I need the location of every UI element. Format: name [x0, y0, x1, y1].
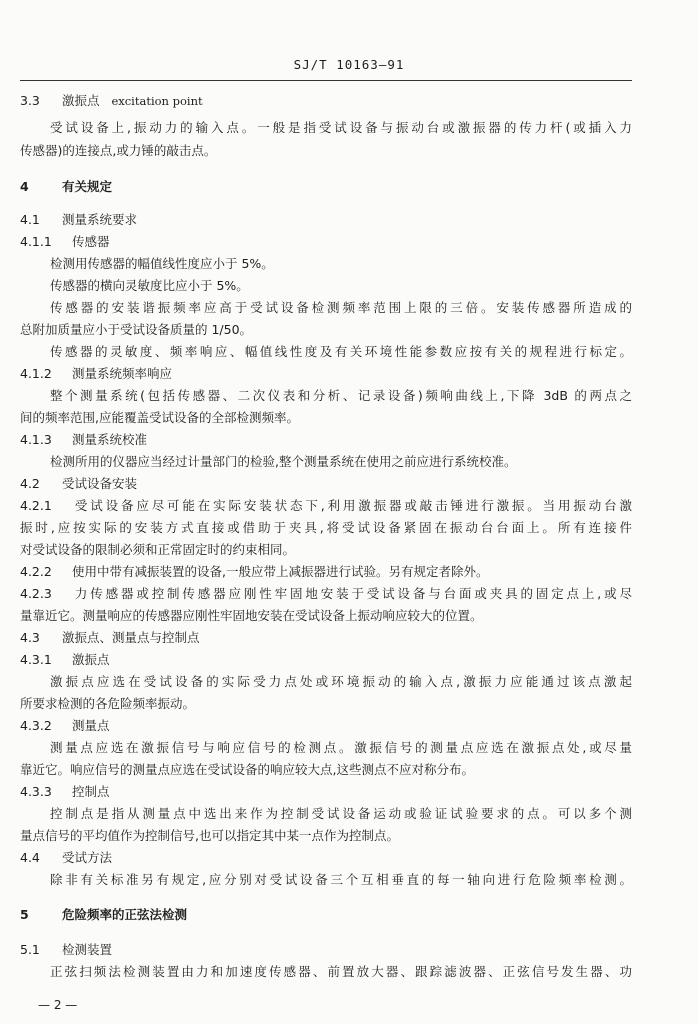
section-number: 4.1.1 [20, 234, 52, 249]
header-rule [20, 80, 632, 81]
page-number: — 2 — [38, 998, 78, 1012]
paragraph-line: 量靠近它。测量响应的传感器应刚性牢固地安装在受试设备上振动响应较大的位置。 [20, 608, 483, 623]
paragraph-line: 传感器的灵敏度、频率响应、幅值线性度及有关环境性能参数应按有关的规程进行标定。 [50, 344, 632, 359]
section-title: 有关规定 [62, 179, 113, 194]
paragraph-line: 对受试设备的限制必须和正常固定时的约束相同。 [20, 542, 296, 557]
paragraph-line: 控制点是指从测量点中选出来作为控制受试设备运动或验证试验要求的点。可以多个测 [50, 806, 632, 821]
paragraph-line: 传感器)的连接点,或力锤的敲击点。 [20, 143, 217, 158]
section-title: 危险频率的正弦法检测 [62, 907, 188, 922]
paragraph-line: 间的频率范围,应能覆盖受试设备的全部检测频率。 [20, 410, 299, 425]
paragraph-line: 正弦扫频法检测装置由力和加速度传感器、前置放大器、跟踪滤波器、正弦信号发生器、功 [50, 964, 632, 979]
paragraph-line: 测量点应选在激振信号与响应信号的检测点。激振信号的测量点应选在激振点处,或尽量 [50, 740, 632, 755]
section-title: 激振点、测量点与控制点 [62, 630, 200, 645]
section-title: 测量系统要求 [62, 212, 138, 227]
section-number: 4.4 [20, 850, 40, 865]
paragraph-4-2-2 [20, 563, 632, 581]
section-title: 检测装置 [62, 942, 113, 957]
heading-4-3-3 [20, 783, 632, 801]
paragraph-line: 检测用传感器的幅值线性度应小于 5%。 [50, 256, 274, 271]
heading-4-2 [20, 475, 632, 493]
section-number: 4.3 [20, 630, 40, 645]
section-number: 3.3 [20, 93, 40, 108]
paragraph-text: 使用中带有减振装置的设备,一般应带上减振器进行试验。另有规定者除外。 [72, 564, 489, 579]
paragraph-4-2-1-line1 [20, 497, 632, 515]
paragraph-line: 激振点应选在受试设备的实际受力点处或环境振动的输入点,激振力应能通过该点激起 [50, 674, 632, 689]
paragraph-line: 传感器的安装谐振频率应高于受试设备检测频率范围上限的三倍。安装传感器所造成的 [50, 300, 632, 315]
paragraph-line: 量点信号的平均值作为控制信号,也可以指定其中某一点作为控制点。 [20, 828, 399, 843]
paragraph-line: 所要求检测的各危险频率振动。 [20, 696, 196, 711]
heading-4 [20, 178, 632, 196]
section-number: 4.2 [20, 476, 40, 491]
section-number: 4.1 [20, 212, 40, 227]
heading-3-3 [20, 92, 632, 110]
heading-5-1 [20, 941, 632, 959]
heading-4-4 [20, 849, 632, 867]
heading-4-1-3 [20, 431, 632, 449]
heading-4-1-1 [20, 233, 632, 251]
section-title: 测量系统频率响应 [72, 366, 173, 381]
paragraph-line: 受试设备上,振动力的输入点。一般是指受试设备与振动台或激振器的传力杆(或插入力 [50, 120, 632, 135]
heading-4-3-1 [20, 651, 632, 669]
heading-4-3 [20, 629, 632, 647]
paragraph-line: 传感器的横向灵敏度比应小于 5%。 [50, 278, 249, 293]
section-number: 4.3.1 [20, 652, 52, 667]
paragraph-text: 受试设备应尽可能在实际安装状态下,利用激振器或敲击锤进行激振。当用振动台激 [72, 498, 632, 513]
standard-code: SJ/T 10163—91 [293, 57, 405, 72]
section-title: 激振点 [72, 652, 110, 667]
heading-4-1 [20, 211, 632, 229]
section-title: 测量系统校准 [72, 432, 148, 447]
section-number: 4.3.3 [20, 784, 52, 799]
paragraph-line: 振时,应按实际的安装方式直接或借助于夹具,将受试设备紧固在振动台台面上。所有连接件 [20, 520, 632, 535]
heading-4-3-2 [20, 717, 632, 735]
section-number: 4.3.2 [20, 718, 52, 733]
paragraph-line: 整个测量系统(包括传感器、二次仪表和分析、记录设备)频响曲线上,下降 3dB 的两点之 [50, 388, 632, 403]
section-number: 4 [20, 179, 29, 194]
section-title: 控制点 [72, 784, 110, 799]
paragraph-line: 总附加质量应小于受试设备质量的 1/50。 [20, 322, 253, 337]
paragraph-4-2-3-line1 [20, 585, 632, 603]
paragraph-line: 除非有关标准另有规定,应分别对受试设备三个互相垂直的每一轴向进行危险频率检测。 [50, 872, 632, 887]
heading-5 [20, 906, 632, 924]
section-number: 4.2.1 [20, 498, 52, 513]
section-title: 受试方法 [62, 850, 113, 865]
section-title: 受试设备安装 [62, 476, 138, 491]
section-number: 4.2.2 [20, 564, 52, 579]
section-number: 5.1 [20, 942, 40, 957]
heading-4-1-2 [20, 365, 632, 383]
section-title: 激振点 [62, 93, 100, 108]
section-title: 传感器 [72, 234, 110, 249]
section-number: 4.1.2 [20, 366, 52, 381]
paragraph-line: 靠近它。响应信号的测量点应选在受试设备的响应较大点,这些测点不应对称分布。 [20, 762, 474, 777]
paragraph-line: 检测所用的仪器应当经过计量部门的检验,整个测量系统在使用之前应进行系统校准。 [50, 454, 517, 469]
section-title-en: excitation point [111, 94, 203, 108]
section-number: 4.1.3 [20, 432, 52, 447]
section-title: 测量点 [72, 718, 110, 733]
paragraph-text: 力传感器或控制传感器应刚性牢固地安装于受试设备与台面或夹具的固定点上,或尽 [72, 586, 632, 601]
section-number: 4.2.3 [20, 586, 52, 601]
section-number: 5 [20, 907, 29, 922]
